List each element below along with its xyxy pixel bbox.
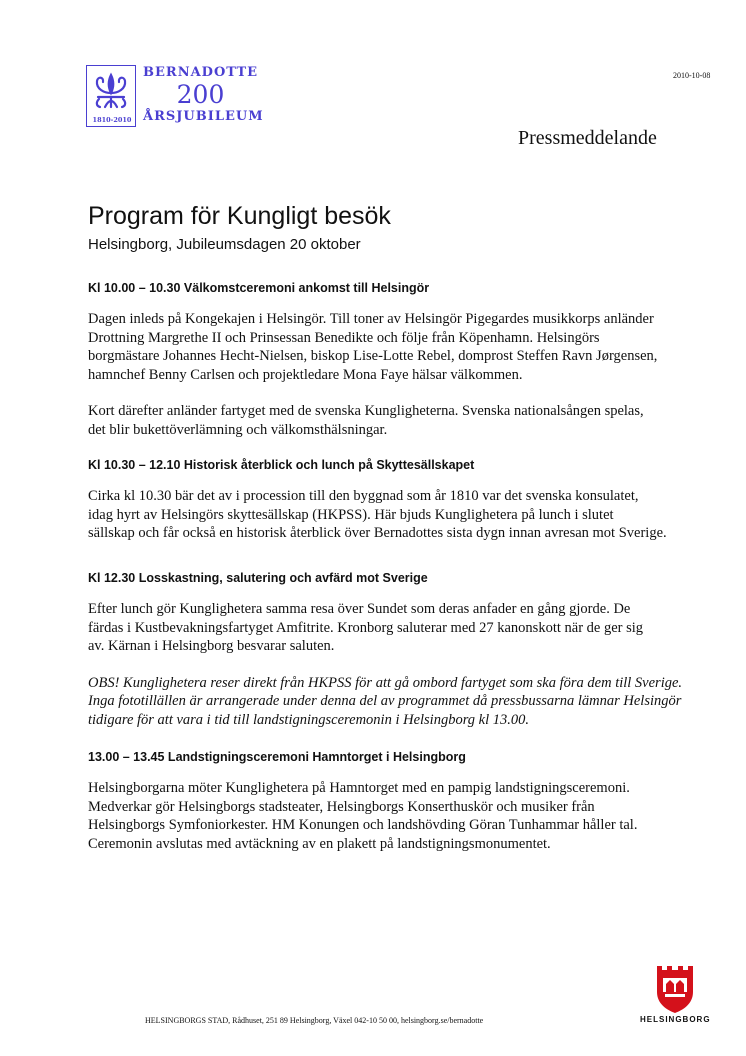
- section-note: [88, 674, 688, 730]
- section-paragraph: [88, 779, 688, 853]
- section-paragraph: [88, 487, 688, 543]
- program-section-landing: [88, 749, 688, 853]
- logo-wordmark: [143, 65, 264, 125]
- castle-crest-icon: [653, 962, 697, 1014]
- text-line: hamnchef Benny Carlsen och projektledare Mona Faye hälsar välkommen.: [88, 366, 523, 383]
- section-heading: Kl 10.30 – 12.10 Historisk återblick och lunch på Skyttesällskapet: [88, 458, 475, 472]
- section-heading: 13.00 – 13.45 Landstigningsceremoni Hamntorget i Helsingborg: [88, 750, 466, 764]
- logo-years: 1810-2010: [92, 116, 132, 124]
- program-section-welcome: [88, 280, 688, 439]
- text-line: Ceremonin avslutas med avtäckning av en plakett på landstigningsmonumentet.: [88, 835, 551, 852]
- text-line: av. Kärnan i Helsingborg besvarar saluten.: [88, 638, 335, 654]
- section-heading: Kl 10.00 – 10.30 Välkomstceremoni ankomst till Helsingör: [88, 281, 430, 295]
- program-section-lunch: [88, 457, 688, 543]
- fleur-de-lis-icon: [90, 69, 132, 113]
- text-line: Inga fototillällen är arrangerade under denna del av programmet då pressbussarna lämnar Helsingör: [88, 693, 682, 709]
- section-paragraph: [88, 310, 688, 384]
- logo-number: 200: [176, 80, 225, 109]
- text-line: Kort därefter anländer fartyget med de svenska Kungligheterna. Svenska nationalsången spelas,: [88, 403, 644, 419]
- bernadotte-logo: [86, 65, 264, 131]
- text-line: Efter lunch gör Kunglighetera samma resa över Sundet som deras anfader en gång gjorde. De: [88, 601, 631, 617]
- text-line: Cirka kl 10.30 bär det av i procession till den byggnad som år 1810 var det svenska konsulatet,: [88, 488, 639, 504]
- section-paragraph: [88, 600, 688, 656]
- section-heading: Kl 12.30 Losskastning, salutering och avfärd mot Sverige: [88, 571, 428, 585]
- document-type: Pressmeddelande: [518, 127, 657, 149]
- helsingborg-wordmark: HELSINGBORG: [640, 1015, 711, 1024]
- text-line: idag hyrt av Helsingörs skyttesällskap (HKPSS). Här bjuds Kunglighetera på lunch i slutet: [88, 506, 614, 523]
- text-line: Helsingborgs Symfoniorkester. HM Konungen och landshövding Göran Tunhammar håller tal.: [88, 817, 638, 833]
- text-line: färdas i Kustbevakningsfartyget Amfitrite. Kronborg saluterar med 27 kanonskott när de ger sig: [88, 619, 644, 636]
- logo-line3: ÅRSJUBILEUM: [143, 109, 264, 124]
- text-line: tidigare för att vara i tid till landstigningsceremonin i Helsingborg kl 13.00.: [88, 711, 530, 728]
- program-section-departure: [88, 570, 688, 729]
- text-line: Helsingborgarna möter Kunglighetera på Hamntorget med en pampig landstigningsceremoni.: [88, 780, 630, 796]
- footer-address: HELSINGBORGS STAD, Rådhuset, 251 89 Helsingborg, Växel 042-10 50 00, helsingborg.se/bernadotte: [145, 1016, 484, 1025]
- text-line: sällskap och får också en historisk återblick över Bernadottes sista dygn innan avresan mot Sverige.: [88, 525, 667, 541]
- page-subtitle: Helsingborg, Jubileumsdagen 20 oktober: [88, 236, 361, 253]
- text-line: det blir bukettöverlämning och välkomsthälsningar.: [88, 421, 388, 438]
- logo-emblem: [86, 65, 136, 127]
- text-line: Drottning Margrethe II och Prinsessan Benedikte och följe från Köpenhamn. Helsingörs: [88, 329, 600, 346]
- text-line: OBS! Kunglighetera reser direkt från HKPSS för att gå ombord fartyget som ska föra dem till Sverige.: [88, 674, 683, 691]
- page-title: Program för Kungligt besök: [88, 202, 391, 230]
- helsingborg-logo: [640, 962, 710, 1026]
- section-paragraph: [88, 402, 688, 439]
- text-line: Medverkar gör Helsingborgs stadsteater, Helsingborgs Konserthuskör och musiker från: [88, 798, 595, 815]
- logo-line1: BERNADOTTE: [143, 65, 259, 80]
- document-date: 2010-10-08: [673, 71, 711, 80]
- text-line: borgmästare Johannes Hecht-Nielsen, biskop Lise-Lotte Rebel, domprost Steffen Ravn Jørgensen,: [88, 348, 658, 364]
- text-line: Dagen inleds på Kongekajen i Helsingör. Till toner av Helsingör Pigegardes musikkorps anländer: [88, 311, 654, 327]
